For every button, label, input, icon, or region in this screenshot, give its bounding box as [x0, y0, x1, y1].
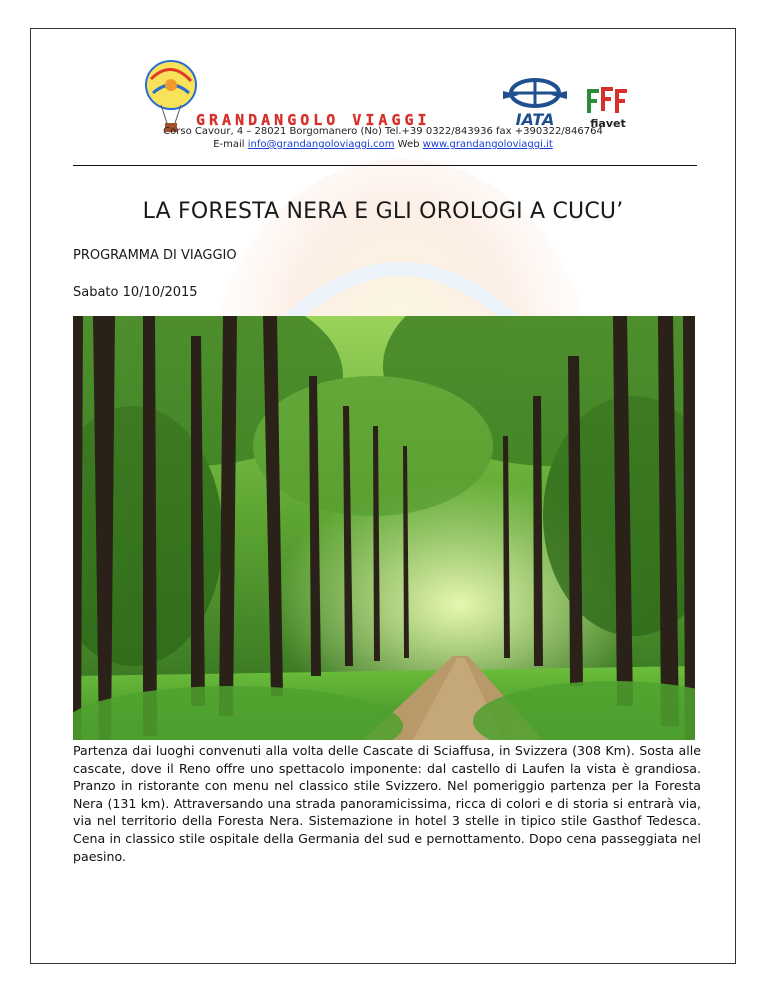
web-link[interactable]: www.grandangoloviaggi.it: [422, 139, 553, 150]
header-divider: [73, 165, 697, 166]
iata-logo-text: IATA: [515, 110, 555, 129]
web-label: Web: [397, 139, 420, 150]
iata-logo-icon: [497, 77, 573, 131]
section-label: PROGRAMMA DI VIAGGIO: [73, 248, 237, 263]
email-label: E-mail: [213, 139, 245, 150]
document-title: LA FORESTA NERA E GLI OROLOGI A CUCU’: [142, 199, 624, 224]
forest-road-photo: [73, 316, 695, 740]
fiavet-logo-text: fiavet: [590, 117, 626, 130]
address-line: Corso Cavour, 4 – 28021 Borgomanero (No) Tel.+39 0322/843936 fax +390322/846764: [163, 126, 603, 137]
brand-name: GRANDANGOLO VIAGGI: [196, 111, 431, 129]
document-page: [30, 28, 736, 964]
contact-line: [31, 139, 735, 150]
email-link[interactable]: info@grandangoloviaggi.com: [247, 139, 395, 150]
day-label: Sabato 10/10/2015: [73, 285, 198, 300]
itinerary-paragraph: Partenza dai luoghi convenuti alla volta delle Cascate di Sciaffusa, in Svizzera (308 Km). Sosta alle cascate, dove il Reno offre uno spettacolo imponente: dal castello di Laufen la vista è grandiosa. Pranzo in ristorante con menu nel classico stile Svizzero. Nel pomeriggio partenza per la Foresta Nera (131 km). Attraversando una strada panoramicissima, ricca di colori e di storia si entrarà via, via nel territorio della Foresta Nera. Sistemazione in hotel 3 stelle in tipico stile Gasthof Tedesca. Cena in classico stile ospitale della Germania del sud e pernottamento. Dopo cena passeggiata nel paesino.: [73, 743, 701, 864]
